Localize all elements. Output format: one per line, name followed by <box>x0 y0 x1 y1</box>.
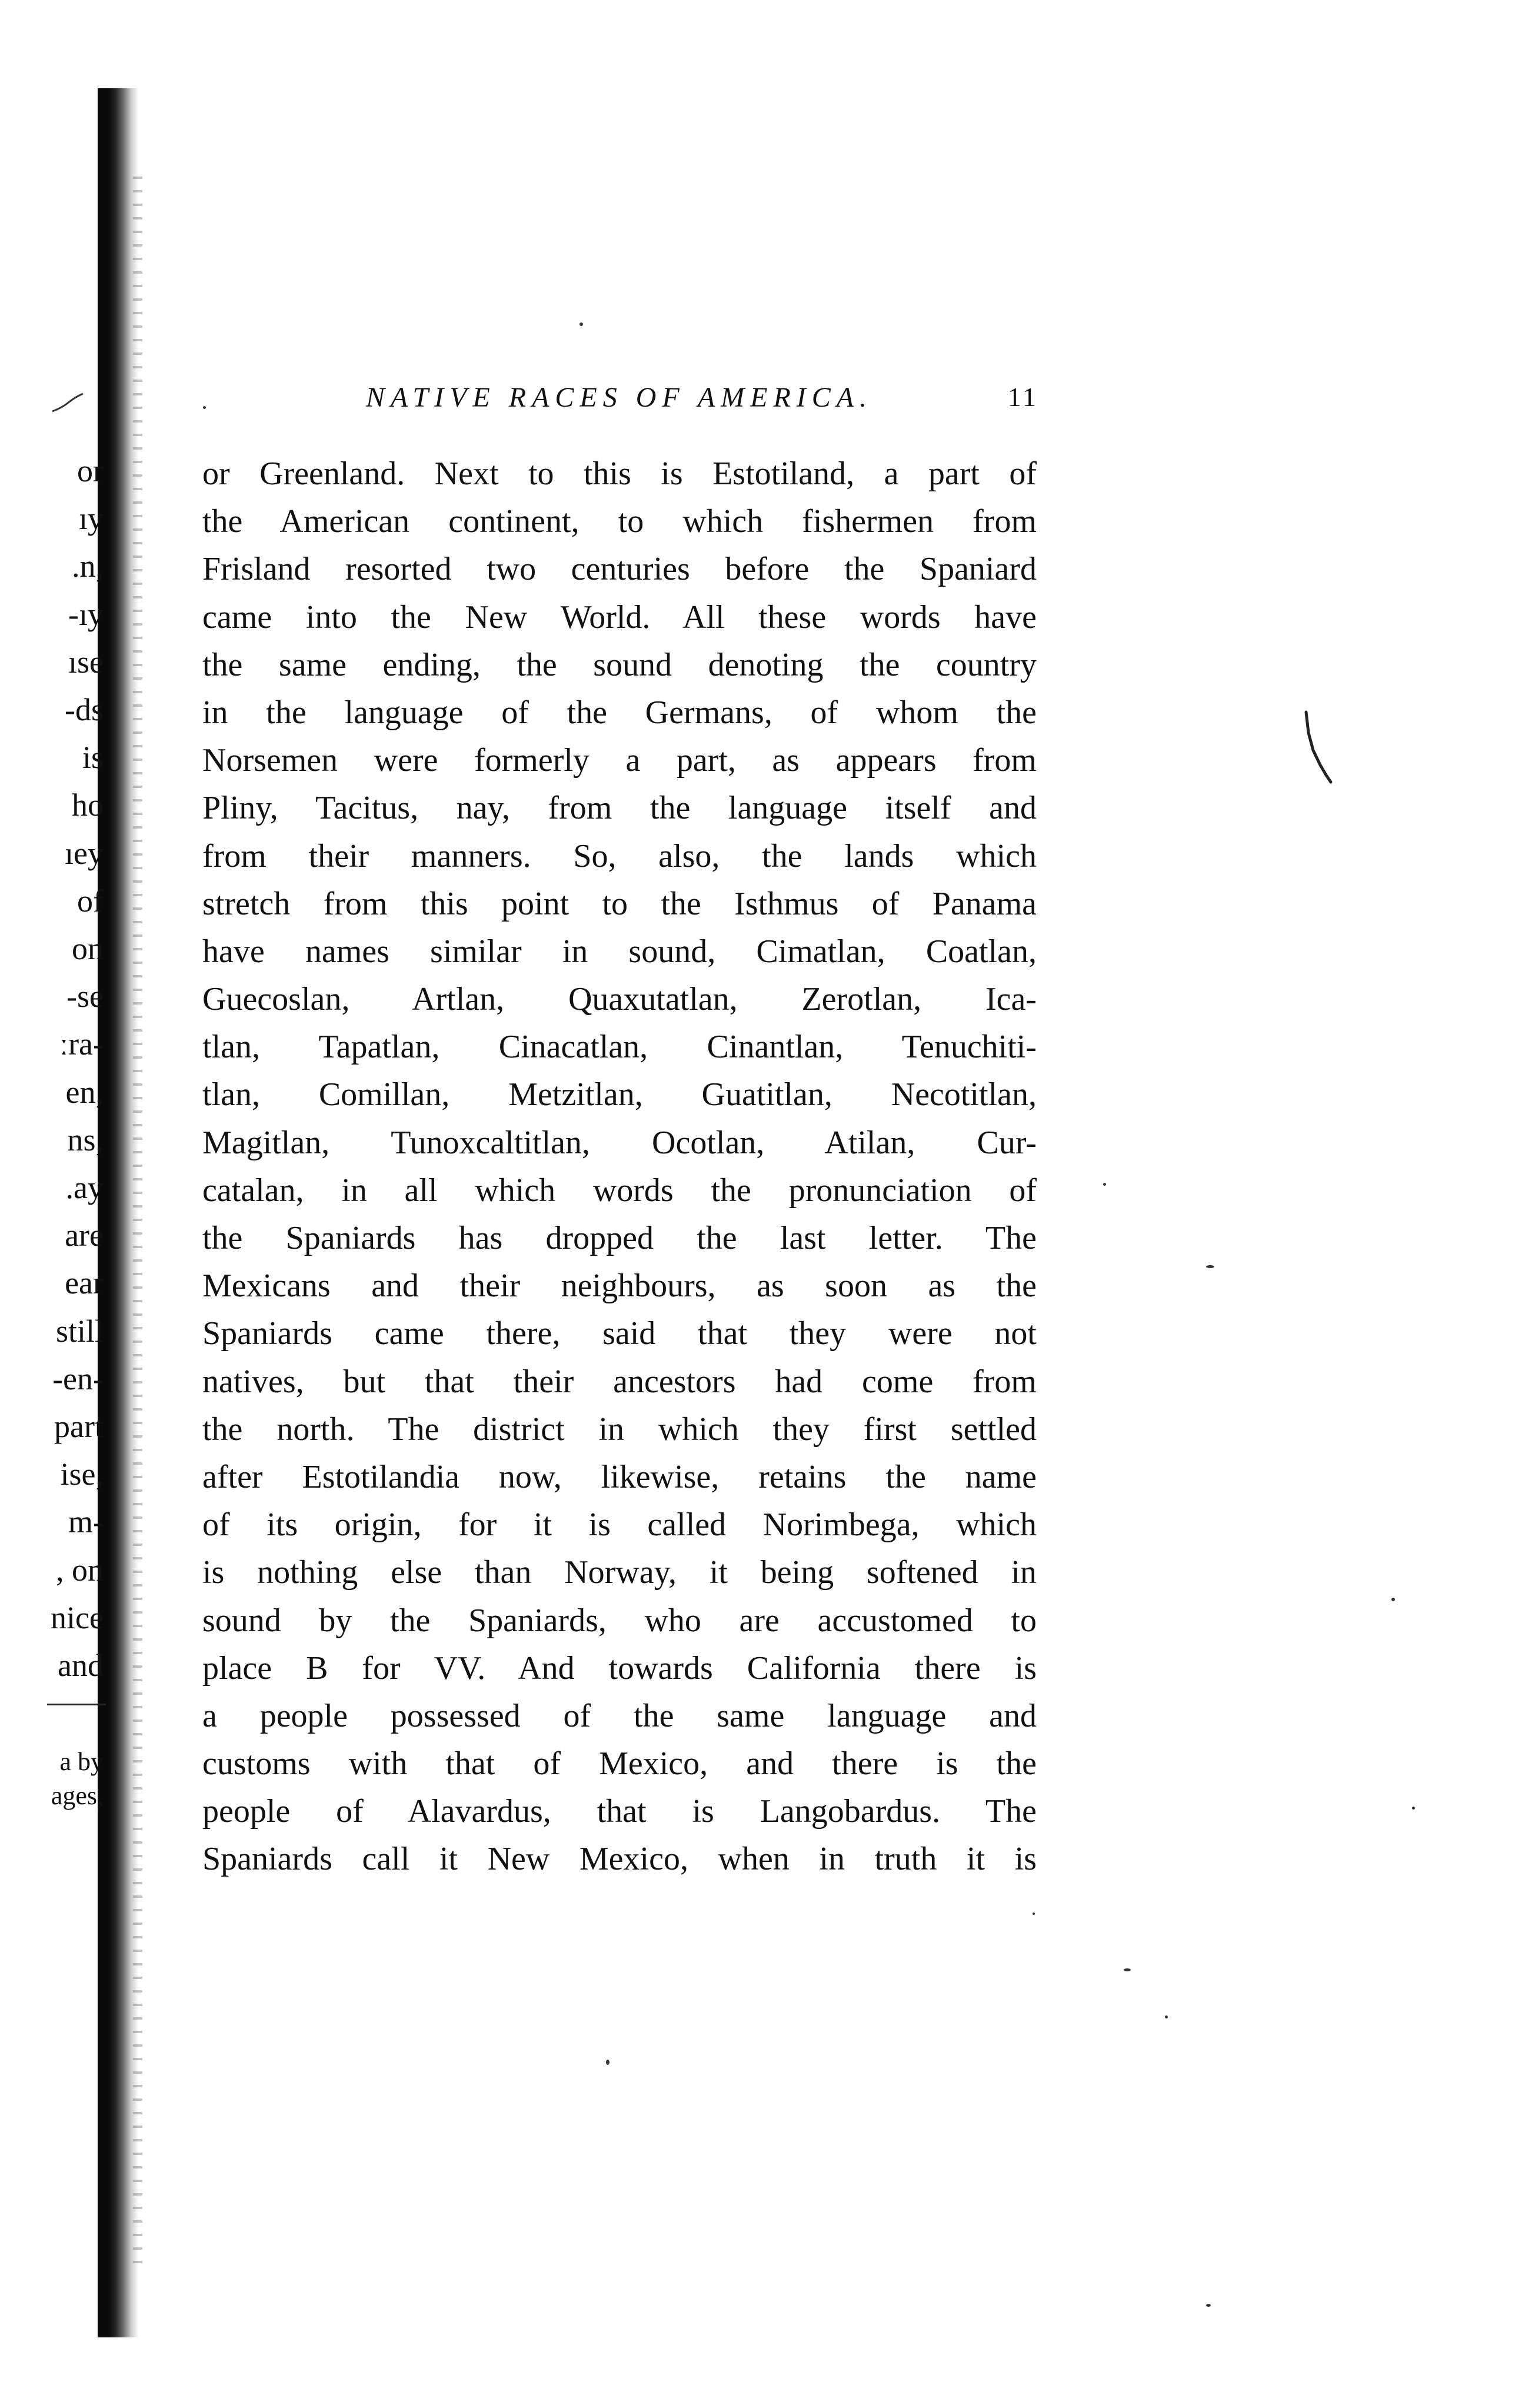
text-line: after Estotilandia now, likewise, retains the name <box>202 1458 1037 1495</box>
gutter-scan-noise <box>133 177 142 2266</box>
text-line: customs with that of Mexico, and there is the <box>202 1745 1037 1782</box>
text-line: the Spaniards has dropped the last letter. The <box>202 1220 1037 1256</box>
text-line: Magitlan, Tunoxcaltitlan, Ocotlan, Atilan, Cur- <box>202 1124 1037 1161</box>
text-line: natives, but that their ancestors had come from <box>202 1363 1037 1400</box>
facing-line-fragment: , on <box>56 1552 104 1588</box>
scan-speck <box>1124 1968 1131 1971</box>
body-text <box>202 450 1037 1884</box>
text-line: Norsemen were formerly a part, as appears from <box>202 742 1037 779</box>
scan-speck <box>1165 2015 1168 2018</box>
scan-speck <box>203 406 206 409</box>
text-line: Spaniards call it New Mexico, when in truth it is <box>202 1841 1037 1878</box>
text-line: of its origin, for it is called Norimbega, which <box>202 1506 1037 1544</box>
facing-line-fragment: and <box>58 1648 104 1684</box>
text-line: place B for VV. And towards California there is <box>202 1649 1037 1687</box>
page-header <box>200 381 1038 428</box>
scan-speck <box>1033 1913 1035 1915</box>
text-line: the same ending, the sound denoting the country <box>202 646 1037 683</box>
text-line: or Greenland. Next to this is Estotiland, a part of <box>202 455 1037 492</box>
margin-pencil-mark <box>50 391 85 415</box>
facing-line-fragment: ns, <box>67 1122 104 1158</box>
facing-line-fragment: of <box>77 883 104 919</box>
text-line: Spaniards came there, said that they were not <box>202 1315 1037 1352</box>
text-line: Frisland resorted two centuries before the Spaniard <box>202 551 1037 588</box>
facing-line-fragment: ear <box>65 1265 104 1301</box>
text-line: Pliny, Tacitus, nay, from the language itself and <box>202 790 1037 827</box>
facing-footnote-fragment: ages, <box>51 1781 104 1810</box>
facing-line-fragment: ıy <box>78 501 104 537</box>
text-line: have names similar in sound, Cimatlan, Coatlan, <box>202 933 1037 970</box>
facing-line-fragment: ːra- <box>59 1026 104 1062</box>
facing-line-fragment: part <box>54 1409 104 1445</box>
text-line: Mexicans and their neighbours, as soon as the <box>202 1268 1037 1305</box>
page-number: 11 <box>1007 382 1038 412</box>
text-line: tlan, Comillan, Metzitlan, Guatitlan, Necotitlan, <box>202 1076 1037 1113</box>
text-line: sound by the Spaniards, who are accustomed to <box>202 1602 1037 1639</box>
text-line: from their manners. So, also, the lands which <box>202 837 1037 874</box>
facing-line-fragment: is <box>82 740 104 776</box>
text-line: Guecoslan, Artlan, Quaxutatlan, Zerotlan, Ica- <box>202 981 1037 1018</box>
facing-line-fragment: ıey <box>65 835 104 871</box>
facing-page-fragments <box>0 447 104 1689</box>
facing-line-fragment: nice <box>51 1599 104 1635</box>
text-line: a people possessed of the same language and <box>202 1697 1037 1734</box>
facing-footnote-fragment: a by <box>59 1747 104 1776</box>
facing-line-fragment: -se <box>66 979 104 1015</box>
facing-line-fragment: -ds <box>65 692 104 728</box>
margin-scratch-mark <box>1300 709 1335 786</box>
facing-page-footnote-rule <box>47 1704 106 1705</box>
text-line: in the language of the Germans, of whom the <box>202 694 1037 731</box>
scan-speck <box>1412 1807 1415 1810</box>
facing-line-fragment: .ay <box>65 1170 104 1206</box>
text-line: the American continent, to which fishermen from <box>202 503 1037 540</box>
scan-speck <box>606 2060 610 2065</box>
text-line: tlan, Tapatlan, Cinacatlan, Cinantlan, Tenuchiti- <box>202 1029 1037 1066</box>
text-line: the north. The district in which they first settled <box>202 1411 1037 1448</box>
text-line: people of Alavardus, that is Langobardus. The <box>202 1793 1037 1830</box>
facing-line-fragment: ise, <box>60 1456 104 1492</box>
facing-line-fragment: en, <box>65 1074 104 1110</box>
scan-speck <box>1206 2304 1211 2307</box>
scan-speck <box>1103 1183 1106 1186</box>
facing-line-fragment: ho <box>72 787 104 823</box>
scan-speck <box>580 322 583 326</box>
text-line: stretch from this point to the Isthmus of Panama <box>202 885 1037 922</box>
running-head: NATIVE RACES OF AMERICA. <box>365 382 873 413</box>
facing-line-fragment: or <box>77 453 104 488</box>
facing-line-fragment: -ıy <box>68 596 104 632</box>
scan-speck <box>1391 1598 1395 1601</box>
facing-line-fragment: are <box>65 1218 104 1253</box>
facing-line-fragment: ıse <box>68 644 104 680</box>
facing-line-fragment: still <box>55 1313 104 1349</box>
facing-line-fragment: on <box>72 931 104 967</box>
facing-line-fragment: m- <box>68 1504 104 1540</box>
facing-line-fragment: -en- <box>52 1361 104 1396</box>
facing-page-footnote-fragments <box>0 1745 104 1813</box>
text-line: came into the New World. All these words have <box>202 598 1037 636</box>
scan-speck <box>1206 1265 1214 1268</box>
text-line: catalan, in all which words the pronunciation of <box>202 1172 1037 1209</box>
text-line: is nothing else than Norway, it being softened in <box>202 1554 1037 1591</box>
facing-line-fragment: .n, <box>72 548 104 584</box>
